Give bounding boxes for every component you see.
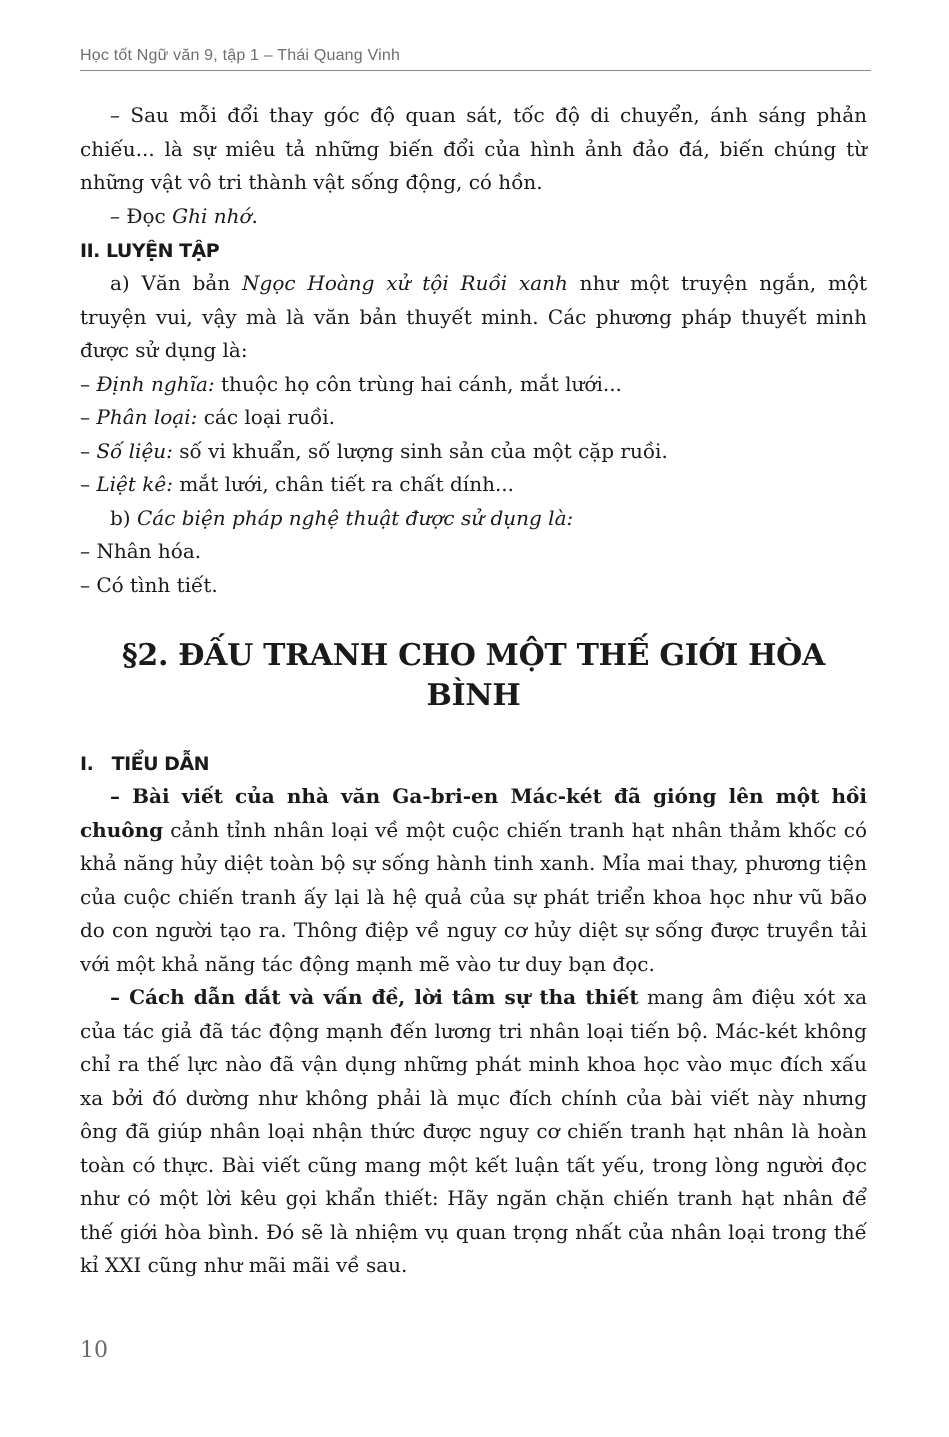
list-item-classification: – Phân loại: các loại ruồi.: [80, 405, 335, 429]
note-title: Ghi nhớ: [172, 203, 252, 228]
list-item-plot: – Có tình tiết.: [80, 572, 218, 597]
paragraph-part-a: a) Văn bản Ngọc Hoàng xử tội Ruồi xanh như một truyện ngắn, một truyện vui, vậy mà là văn bản thuyết minh. Các phương pháp thuyết minh được sử dụng là:: [80, 271, 867, 362]
running-header: Học tốt Ngữ văn 9, tập 1 – Thái Quang Vinh: [80, 47, 401, 64]
paragraph-intro-2: – Cách dẫn dắt và vấn đề, lời tâm sự tha thiết mang âm điệu xót xa của tác giả đã tác động mạnh đến lương tri nhân loại tiến bộ. Mác-két không chỉ ra thế lực nào đã vận dụng những phát minh khoa học vào mục đích xấu xa bởi đó dường như không phải là mục đích chính của bài viết này nhưng ông đã giúp nhân loại nhận thức được nguy cơ chiến tranh hạt nhân là hoàn toàn có thực. Bài viết cũng mang một kết luận tất yếu, trong lòng người đọc như có một lời kêu gọi khẩn thiết: Hãy ngăn chặn chiến tranh hạt nhân để thế giới hòa bình. Đó sẽ là nhiệm vụ quan trọng nhất của nhân loại trong thế kỉ XXI cũng như mãi mãi về sau.: [80, 985, 867, 1277]
paragraph-intro-1: – Bài viết của nhà văn Ga-bri-en Mác-két đã gióng lên một hồi chuông cảnh tỉnh nhân loại về một cuộc chiến tranh hạt nhân thảm khốc có khả năng hủy diệt toàn bộ sự sống hành tinh xanh. Mỉa mai thay, phương tiện của cuộc chiến tranh ấy lại là hệ quả của sự phát triển khoa học như vũ bão do con người tạo ra. Thông điệp về nguy cơ hủy diệt sự sống được truyền tải với một khả năng tác động mạnh mẽ vào tư duy bạn đọc.: [80, 784, 867, 976]
paragraph-observation: – Sau mỗi đổi thay góc độ quan sát, tốc độ di chuyển, ánh sáng phản chiếu... là sự miêu tả những biến đổi của hình ảnh đảo đá, biến chúng từ những vật vô tri thành vật sống động, có hồn.: [80, 103, 867, 194]
list-item-enumeration: – Liệt kê: mắt lưới, chân tiết ra chất dính...: [80, 472, 515, 496]
section-heading-practice: II. LUYỆN TẬP: [80, 240, 220, 262]
list-item-personification: – Nhân hóa.: [80, 539, 202, 563]
header-divider: [80, 70, 871, 71]
chapter-title: §2. ĐẤU TRANH CHO MỘT THẾ GIỚI HÒA BÌNH: [121, 638, 825, 713]
list-item-definition: – Định nghĩa: thuộc họ côn trùng hai cánh, mắt lưới...: [80, 371, 622, 396]
page-number: 10: [80, 1338, 108, 1363]
list-item-statistics: – Số liệu: số vi khuẩn, số lượng sinh sản của một cặp ruồi.: [80, 438, 668, 463]
page-body: [80, 99, 867, 1283]
text-title: Ngọc Hoàng xử tội Ruồi xanh: [242, 271, 568, 295]
paragraph-read-note: – Đọc Ghi nhớ.: [110, 203, 258, 228]
paragraph-part-b: b) Các biện pháp nghệ thuật được sử dụng là:: [110, 505, 574, 530]
section-heading-introduction: I. TIỂU DẪN: [80, 753, 210, 775]
